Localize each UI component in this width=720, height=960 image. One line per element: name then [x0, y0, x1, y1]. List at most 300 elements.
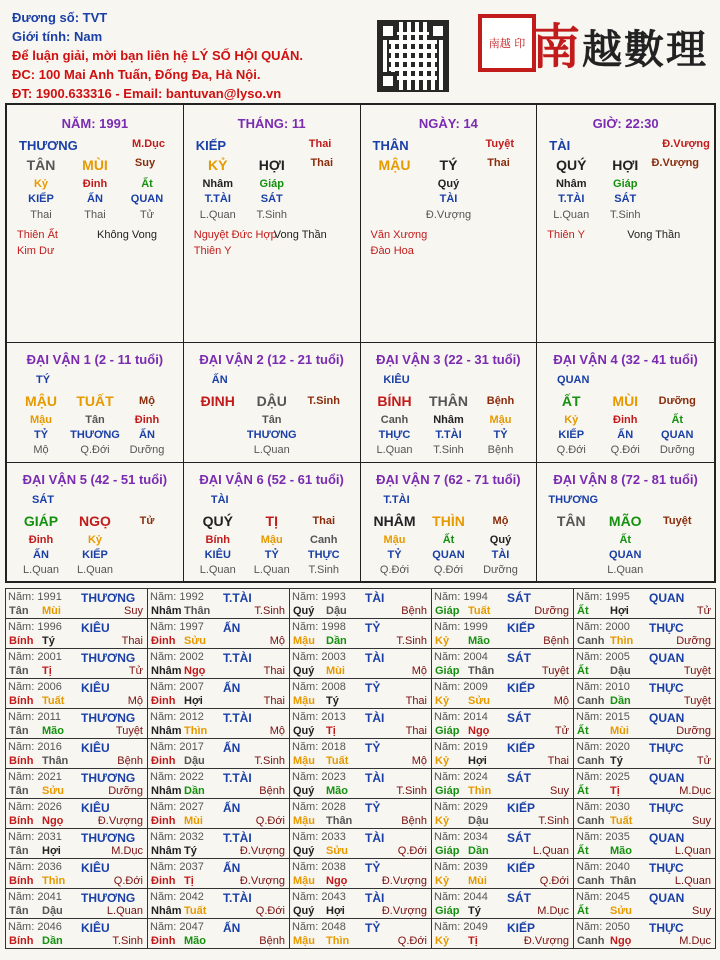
year-label: Năm: 2050	[576, 921, 630, 933]
year-chi: Mùi	[42, 605, 61, 617]
contact-line: Để luận giải, mời bạn liên hệ LÝ SỐ HỘI QUÁN.	[12, 48, 303, 63]
year-stage: Q.Đới	[539, 875, 569, 887]
year-label: Năm: 2017	[150, 741, 204, 753]
year-can: Bính	[9, 875, 34, 887]
hidden-god: TÀI	[491, 549, 510, 561]
year-god: ẤN	[223, 921, 241, 935]
year-cell[interactable]	[574, 709, 716, 739]
year-stage: Suy	[550, 785, 569, 797]
year-god: QUAN	[649, 831, 685, 845]
year-god: QUAN	[649, 891, 685, 905]
year-can: Giáp	[435, 845, 460, 857]
table-row	[6, 679, 716, 709]
hidden-stage: L.Quan	[253, 564, 290, 576]
year-chi: Hợi	[326, 905, 345, 917]
year-cell[interactable]	[290, 799, 432, 829]
dai-van-chi: MÙI	[612, 393, 639, 409]
year-cell[interactable]	[148, 769, 290, 799]
hidden-stage: T.Sinh	[256, 209, 288, 221]
year-stage: Đ.Vượng	[381, 875, 427, 887]
year-god: THƯƠNG	[81, 711, 136, 725]
year-chi: Thìn	[326, 935, 350, 947]
year-cell[interactable]	[432, 649, 574, 679]
year-cell[interactable]	[432, 769, 574, 799]
year-stage: Tuyệt	[683, 695, 711, 707]
pillar-stage: Thai	[308, 138, 332, 150]
year-god: THƯƠNG	[81, 771, 136, 785]
year-chi: Dần	[610, 695, 631, 707]
year-can: Mậu	[293, 695, 315, 707]
year-label: Năm: 2019	[434, 741, 488, 753]
year-cell[interactable]	[6, 739, 148, 769]
year-chi: Mùi	[326, 665, 345, 677]
year-stage: Đ.Vượng	[381, 905, 427, 917]
year-can: Mậu	[293, 815, 315, 827]
hidden-god: QUAN	[609, 549, 642, 561]
year-stage: Q.Đới	[113, 875, 143, 887]
owner-label: Đương số:	[12, 10, 80, 25]
year-can: Kỷ	[435, 875, 450, 887]
hidden-stem: Tân	[261, 414, 282, 426]
year-god: TÀI	[365, 831, 385, 845]
year-cell[interactable]	[432, 889, 574, 919]
dai-van-chi: MÃO	[608, 513, 642, 529]
hidden-stage: T.Sinh	[308, 564, 340, 576]
year-can: Kỷ	[435, 635, 450, 647]
year-cell[interactable]	[432, 589, 574, 619]
dai-van-title: ĐẠI VẬN 2 (12 - 21 tuổi)	[199, 352, 344, 367]
year-label: Năm: 2048	[292, 921, 346, 933]
year-stage: Bệnh	[117, 755, 143, 767]
year-stage: Q.Đới	[255, 905, 285, 917]
dai-van-god: SÁT	[32, 494, 54, 506]
year-chi: Mùi	[468, 875, 487, 887]
year-god: KIÊU	[81, 861, 110, 875]
year-chi: Ngọ	[184, 665, 206, 677]
year-can: Nhâm	[151, 905, 182, 917]
hidden-god: THƯƠNG	[70, 429, 120, 441]
table-row	[6, 919, 716, 949]
year-cell[interactable]	[290, 859, 432, 889]
year-cell[interactable]	[6, 799, 148, 829]
year-cell[interactable]	[574, 919, 716, 949]
year-label: Năm: 2042	[150, 891, 204, 903]
pillar-stage: Tuyệt	[485, 138, 515, 150]
year-cell[interactable]	[574, 859, 716, 889]
year-cell[interactable]	[148, 589, 290, 619]
hidden-stem: Nhâm	[555, 178, 587, 190]
year-god: KIẾP	[507, 801, 536, 815]
year-stage: Suy	[692, 815, 711, 827]
year-can: Đinh	[151, 755, 176, 767]
pillar-chi-stage: Suy	[134, 157, 156, 169]
year-label: Năm: 2005	[576, 651, 630, 663]
year-chi: Thân	[326, 815, 353, 827]
hidden-stage: Q.Đới	[556, 444, 586, 456]
year-can: Quý	[293, 665, 315, 677]
year-cell[interactable]	[432, 829, 574, 859]
year-stage: Thai	[405, 695, 427, 707]
year-cell[interactable]	[6, 619, 148, 649]
year-can: Bính	[9, 755, 34, 767]
year-chi: Sửu	[184, 635, 207, 647]
year-label: Năm: 2040	[576, 861, 630, 873]
year-can: Tân	[9, 905, 29, 917]
year-chi: Dậu	[184, 755, 205, 767]
dai-van-can: NHÂM	[373, 513, 416, 529]
pillar-chi: MÙI	[82, 157, 108, 173]
year-chi: Tuất	[468, 605, 491, 617]
hidden-stage: L.Quan	[607, 564, 644, 576]
year-god: KIẾP	[507, 621, 536, 635]
year-god: THƯƠNG	[81, 891, 136, 905]
year-label: Năm: 2010	[576, 681, 630, 693]
table-row	[6, 649, 716, 679]
table-row	[6, 889, 716, 919]
year-stage: Thai	[547, 755, 569, 767]
table-row	[6, 769, 716, 799]
year-stage: T.Sinh	[254, 605, 285, 617]
year-can: Giáp	[435, 605, 460, 617]
address-line: ĐC: 100 Mai Anh Tuấn, Đống Đa, Hà Nội.	[12, 67, 261, 82]
year-stage: Dưỡng	[676, 725, 711, 737]
hidden-stem: Ất	[671, 414, 684, 426]
year-god: THƯƠNG	[81, 831, 136, 845]
year-stage: Bệnh	[259, 935, 285, 947]
pillar-title: NĂM: 1991	[61, 116, 129, 131]
year-cell[interactable]	[148, 889, 290, 919]
pillar-chi-stage: Thai	[487, 157, 510, 169]
year-chi: Dần	[184, 785, 205, 797]
year-god: ẤN	[223, 861, 241, 875]
year-cell[interactable]	[148, 829, 290, 859]
dai-van-chi: THÂN	[429, 393, 468, 409]
pillar-stage: M.Dục	[132, 138, 165, 150]
year-god: QUAN	[649, 591, 685, 605]
pillar-can: MẬU	[378, 157, 411, 173]
hidden-god: QUAN	[130, 193, 164, 205]
table-row	[6, 799, 716, 829]
year-can: Kỷ	[435, 815, 450, 827]
year-god: KIẾP	[507, 741, 536, 755]
year-stage: Đ.Vượng	[239, 845, 285, 857]
year-cell[interactable]	[574, 619, 716, 649]
year-stage: Mộ	[127, 695, 143, 707]
dai-van-can: TÂN	[556, 513, 586, 529]
seal-icon: 南越 印	[478, 14, 536, 72]
year-cell[interactable]	[432, 679, 574, 709]
year-chi: Thìn	[42, 875, 66, 887]
dai-van-6	[184, 463, 361, 583]
year-label: Năm: 1994	[434, 591, 488, 603]
hidden-stage: Q.Đới	[379, 564, 410, 576]
pillar-can: TÂN	[26, 157, 56, 173]
hidden-stage: T.Sinh	[433, 444, 464, 456]
year-stage: M.Dục	[679, 785, 711, 797]
hidden-stage: Tử	[139, 209, 155, 221]
year-label: Năm: 2022	[150, 771, 204, 783]
year-cell[interactable]	[574, 769, 716, 799]
year-cell[interactable]	[6, 649, 148, 679]
year-chi: Tý	[326, 695, 339, 707]
year-god: SÁT	[507, 711, 531, 725]
hidden-god: T.TÀI	[204, 193, 231, 205]
star: Văn Xương	[370, 229, 428, 241]
year-chi: Tị	[42, 665, 52, 677]
year-cell[interactable]	[6, 829, 148, 859]
hidden-stem: Ất	[442, 534, 455, 546]
year-cell[interactable]	[290, 649, 432, 679]
year-can: Canh	[577, 875, 605, 887]
table-row	[6, 829, 716, 859]
year-chi: Tị	[184, 875, 194, 887]
dai-van-8	[537, 463, 714, 583]
year-stage: Mộ	[269, 635, 285, 647]
year-label: Năm: 2029	[434, 801, 488, 813]
gender-value: Nam	[73, 29, 103, 44]
hidden-stage: Thai	[84, 209, 106, 221]
year-can: Mậu	[293, 935, 315, 947]
year-cell[interactable]	[290, 739, 432, 769]
year-cell[interactable]	[6, 919, 148, 949]
year-chi: Hợi	[42, 845, 61, 857]
dai-van-stage: Tuyệt	[662, 515, 692, 527]
year-cell[interactable]	[148, 739, 290, 769]
year-label: Năm: 2038	[292, 861, 346, 873]
year-cell[interactable]	[290, 709, 432, 739]
year-label: Năm: 2043	[292, 891, 346, 903]
year-cell[interactable]	[148, 709, 290, 739]
year-god: SÁT	[507, 771, 531, 785]
year-chi: Dậu	[326, 605, 347, 617]
year-stage: Thai	[121, 635, 143, 647]
year-can: Ất	[577, 725, 589, 737]
hidden-stem: Nhâm	[433, 414, 464, 426]
year-stage: Tuyệt	[115, 725, 143, 737]
hidden-god: KIẾP	[28, 193, 54, 205]
year-label: Năm: 2016	[8, 741, 62, 753]
year-can: Đinh	[151, 875, 176, 887]
year-cell[interactable]	[290, 769, 432, 799]
year-stage: L.Quan	[674, 875, 711, 887]
year-chi: Hợi	[184, 695, 203, 707]
year-stage: Tử	[554, 725, 569, 737]
hidden-stage: Q.Đới	[433, 564, 464, 576]
table-row	[6, 709, 716, 739]
year-stage: Tử	[696, 755, 711, 767]
hidden-god: TỶ	[33, 429, 49, 441]
owner-value: TVT	[82, 10, 108, 25]
year-cell[interactable]	[432, 799, 574, 829]
year-god: TỶ	[365, 921, 381, 935]
hidden-stem: Ất	[619, 534, 632, 546]
year-god: T.TÀI	[223, 711, 252, 725]
year-stage: Bệnh	[401, 605, 427, 617]
year-cell[interactable]	[6, 709, 148, 739]
year-cell[interactable]	[290, 619, 432, 649]
year-cell[interactable]	[6, 889, 148, 919]
year-can: Nhâm	[151, 785, 182, 797]
year-chi: Thìn	[184, 725, 208, 737]
year-god: QUAN	[649, 651, 685, 665]
year-can: Ất	[577, 785, 589, 797]
year-cell[interactable]	[290, 889, 432, 919]
year-god: KIÊU	[81, 621, 110, 635]
annual-luck-table	[5, 588, 716, 949]
year-cell[interactable]	[6, 769, 148, 799]
year-cell[interactable]	[574, 589, 716, 619]
year-cell[interactable]	[574, 649, 716, 679]
year-label: Năm: 2013	[292, 711, 346, 723]
dai-van-god: ẤN	[211, 374, 228, 386]
year-cell[interactable]	[290, 589, 432, 619]
brand-logo: 南越數理	[532, 19, 709, 75]
year-stage: Thai	[405, 725, 427, 737]
hidden-stem: Mậu	[30, 414, 52, 426]
year-chi: Tuất	[42, 695, 65, 707]
year-cell[interactable]	[6, 589, 148, 619]
year-cell[interactable]	[574, 679, 716, 709]
year-label: Năm: 2039	[434, 861, 488, 873]
year-cell[interactable]	[148, 859, 290, 889]
hidden-god: T.TÀI	[435, 429, 462, 441]
year-stage: M.Dục	[111, 845, 143, 857]
year-god: T.TÀI	[223, 891, 252, 905]
year-cell[interactable]	[148, 799, 290, 829]
year-label: Năm: 2028	[292, 801, 346, 813]
star: Thiên Y	[547, 229, 585, 241]
year-can: Giáp	[435, 665, 460, 677]
dai-van-1	[7, 343, 184, 463]
hidden-stage: Bệnh	[487, 444, 514, 456]
year-cell[interactable]	[6, 859, 148, 889]
year-stage: L.Quan	[674, 845, 711, 857]
hidden-god: TỶ	[493, 429, 508, 441]
dai-van-can: MẬU	[25, 393, 57, 409]
hidden-god: KIÊU	[204, 549, 231, 561]
hidden-god: KIẾP	[82, 549, 108, 561]
dai-van-5	[7, 463, 184, 583]
year-god: TÀI	[365, 591, 385, 605]
year-label: Năm: 2030	[576, 801, 630, 813]
year-chi: Sửu	[42, 785, 65, 797]
year-cell[interactable]	[148, 679, 290, 709]
year-stage: T.Sinh	[538, 815, 569, 827]
dai-van-title: ĐẠI VẬN 7 (62 - 71 tuổi)	[376, 472, 521, 487]
year-cell[interactable]	[290, 829, 432, 859]
year-cell[interactable]	[148, 619, 290, 649]
year-label: Năm: 2027	[150, 801, 204, 813]
year-cell[interactable]	[6, 679, 148, 709]
year-label: Năm: 2003	[292, 651, 346, 663]
dai-van-god: QUAN	[557, 374, 590, 386]
year-cell[interactable]	[574, 889, 716, 919]
pillar-chi-stage: Thai	[310, 157, 334, 169]
year-chi: Ngọ	[326, 875, 348, 887]
year-can: Mậu	[293, 635, 315, 647]
dai-van-can: BÍNH	[377, 393, 412, 409]
year-cell[interactable]	[290, 679, 432, 709]
year-can: Nhâm	[151, 665, 182, 677]
year-stage: Tử	[696, 605, 711, 617]
year-stage: T.Sinh	[396, 785, 427, 797]
year-can: Kỷ	[435, 755, 450, 767]
hidden-stage: L.Quan	[199, 564, 236, 576]
year-label: Năm: 2031	[8, 831, 62, 843]
hidden-god: SÁT	[614, 193, 637, 205]
year-cell[interactable]	[432, 919, 574, 949]
hidden-stem: Kỷ	[564, 414, 579, 426]
year-stage: Tử	[128, 665, 143, 677]
qr-code-icon[interactable]	[377, 20, 449, 92]
year-can: Bính	[9, 935, 34, 947]
year-god: QUAN	[649, 771, 685, 785]
hidden-stem: Đinh	[134, 414, 160, 426]
pillar-1	[184, 105, 361, 343]
year-cell[interactable]	[432, 619, 574, 649]
dai-van-chi: DẬU	[256, 393, 287, 409]
year-can: Nhâm	[151, 605, 182, 617]
year-can: Đinh	[151, 635, 176, 647]
year-can: Đinh	[151, 695, 176, 707]
hidden-god: ẤN	[617, 429, 634, 441]
year-cell[interactable]	[432, 709, 574, 739]
year-stage: Mộ	[553, 695, 569, 707]
year-label: Năm: 1995	[576, 591, 630, 603]
table-row	[6, 589, 716, 619]
year-god: TÀI	[365, 771, 385, 785]
year-god: TÀI	[365, 651, 385, 665]
dai-van-3	[361, 343, 538, 463]
year-chi: Thân	[468, 665, 495, 677]
year-label: Năm: 2036	[8, 861, 62, 873]
year-cell[interactable]	[574, 799, 716, 829]
year-cell[interactable]	[574, 829, 716, 859]
year-can: Mậu	[293, 875, 315, 887]
year-god: KIÊU	[81, 741, 110, 755]
year-cell[interactable]	[148, 649, 290, 679]
year-stage: Bệnh	[401, 815, 427, 827]
pillar-chi: HỢI	[612, 157, 639, 173]
phone-email-line[interactable]: ĐT: 1900.633316 - Email: bantuvan@lyso.vn	[12, 86, 282, 101]
year-stage: Dưỡng	[534, 605, 569, 617]
year-cell[interactable]	[432, 859, 574, 889]
year-chi: Dậu	[468, 815, 489, 827]
hidden-stage: Dưỡng	[483, 564, 518, 576]
hidden-god: ẤN	[33, 549, 49, 561]
year-cell[interactable]	[574, 739, 716, 769]
hidden-stem: Tân	[85, 414, 105, 426]
hidden-god: THỰC	[378, 429, 411, 441]
year-can: Canh	[577, 815, 605, 827]
dai-van-chi: TUẤT	[76, 393, 114, 409]
hidden-stem: Canh	[380, 414, 409, 426]
year-label: Năm: 1992	[150, 591, 204, 603]
year-stage: Mộ	[411, 665, 427, 677]
dai-van-chi: NGỌ	[79, 513, 111, 529]
year-cell[interactable]	[148, 919, 290, 949]
hidden-god: T.TÀI	[558, 193, 585, 205]
year-stage: L.Quan	[106, 905, 143, 917]
star: Thiên Y	[193, 245, 232, 257]
year-label: Năm: 2014	[434, 711, 488, 723]
hidden-stem: Nhâm	[202, 178, 234, 190]
year-cell[interactable]	[290, 919, 432, 949]
hidden-god: KIẾP	[558, 429, 585, 441]
year-cell[interactable]	[432, 739, 574, 769]
year-god: THỰC	[649, 741, 684, 755]
year-god: T.TÀI	[223, 831, 252, 845]
